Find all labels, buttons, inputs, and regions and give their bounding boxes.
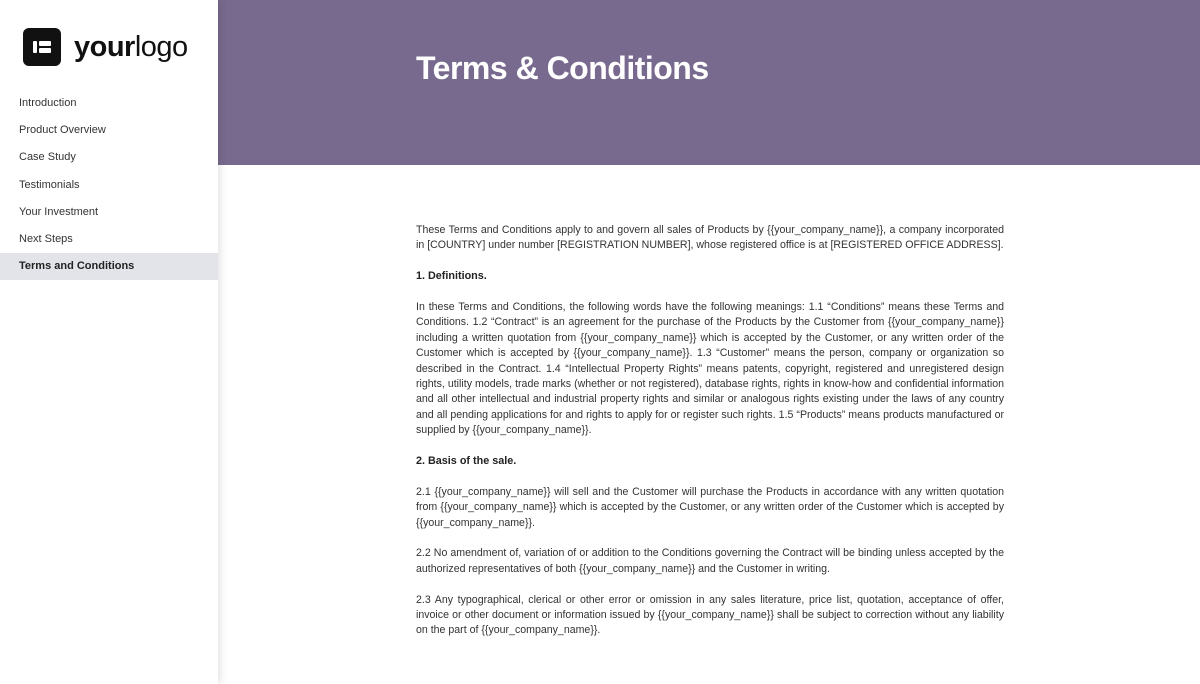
logo[interactable] bbox=[23, 28, 188, 66]
section-heading: 2. Basis of the sale. bbox=[416, 455, 517, 468]
sidebar-item-case-study[interactable]: Case Study bbox=[19, 151, 76, 164]
sidebar-item-product-overview[interactable]: Product Overview bbox=[19, 124, 106, 137]
sidebar-item-your-investment[interactable]: Your Investment bbox=[19, 205, 99, 218]
logo-text: yourlogo bbox=[74, 30, 188, 63]
sidebar bbox=[0, 0, 218, 684]
sidebar-item-terms-and-conditions[interactable]: Terms and Conditions bbox=[0, 253, 218, 280]
logo-icon bbox=[23, 28, 61, 66]
sidebar-nav bbox=[0, 90, 218, 280]
paragraph: 2.1 {{your_company_name}} will sell and the Customer will purchase the Products in accordance with any written quotation from {{your_company_name}} which is accepted by the Customer, or any written order of the Customer which is accepted by {{your_company_name}}. bbox=[416, 485, 1004, 529]
paragraph: In these Terms and Conditions, the following words have the following meanings: 1.1 “Conditions” means these Terms and Conditions. 1.2 “Contract” is an agreement for the purchase of the Products by the Customer from {{your_company_name}} including a written quotation from {{your_company_name}} which is accepted by the Customer, or any written order of the Customer which is accepted by {{your_company_name}}. 1.3 “Customer” means the person, company or organization so described in the Contract. 1.4 “Intellectual Property Rights” means patents, copyright, registered and unregistered design rights, utility models, trade marks (whether or not registered), database rights, rights in know-how and confidential information and all other intellectual and industrial property rights and similar or analogous rights existing under the laws of any country and all pending applications for and rights to apply for or register such rights. 1.5 “Products” means products manufactured or supplied by {{your_company_name}}. bbox=[416, 301, 1004, 437]
page-header bbox=[218, 0, 1200, 165]
paragraph: 2.2 No amendment of, variation of or addition to the Conditions governing the Contract will be binding unless accepted by the authorized representatives of both {{your_company_name}} and the Customer in writing. bbox=[416, 547, 1004, 575]
sidebar-item-introduction[interactable]: Introduction bbox=[19, 97, 77, 109]
intro-paragraph: These Terms and Conditions apply to and govern all sales of Products by {{your_company_name}}, a company incorporated in [COUNTRY] under number [REGISTRATION NUMBER], whose registered office is at [REGISTERED OFFICE ADDRESS]. bbox=[416, 224, 1004, 252]
page-title: Terms & Conditions bbox=[416, 50, 709, 86]
sidebar-item-next-steps[interactable]: Next Steps bbox=[19, 232, 73, 245]
document-body bbox=[416, 223, 1004, 654]
paragraph: 2.3 Any typographical, clerical or other error or omission in any sales literature, price list, quotation, acceptance of offer, invoice or other document or information issued by {{your_company_name}} shall be subject to correction without any liability on the part of {{your_company_name}}. bbox=[416, 593, 1004, 637]
section-heading: 1. Definitions. bbox=[416, 270, 487, 283]
sidebar-item-testimonials[interactable]: Testimonials bbox=[19, 178, 80, 191]
